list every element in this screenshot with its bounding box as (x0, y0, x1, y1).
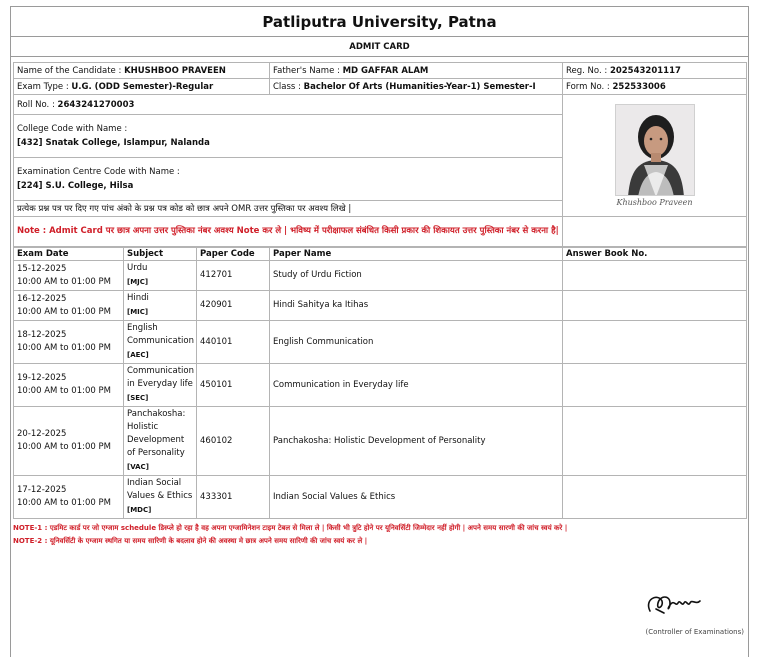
centre-name: [224] S.U. College, Hilsa (17, 181, 134, 191)
father-name: MD GAFFAR ALAM (342, 65, 429, 76)
roll-no: 2643241270003 (57, 99, 135, 110)
class-cell: Class : Bachelor Of Arts (Humanities-Year-1) Semester-I (270, 79, 563, 95)
header-subject: Subject (124, 248, 197, 261)
header-paper-code: Paper Code (197, 248, 270, 261)
photo-cell (563, 95, 747, 217)
candidate-name: KHUSHBOO PRAVEEN (124, 65, 226, 76)
table-row: 17-12-2025 10:00 AM to 01:00 PM Indian Social Values & Ethics [MDC] 433301 Indian Social Values & Ethics (14, 476, 747, 519)
college-cell: College Code with Name : [432] Snatak College, Islampur, Nalanda (14, 115, 563, 158)
class-name: Bachelor Of Arts (Humanities-Year-1) Semester-I (303, 81, 536, 92)
controller-signature (620, 589, 740, 617)
instruction-line: प्रत्येक प्रश्न पत्र पर दिए गए पांच अंको के प्रश्न पत्र कोड को छात्र अपने OMR उत्तर पुस्तिका पर अवश्य लिखे | (14, 201, 563, 217)
table-row: 19-12-2025 10:00 AM to 01:00 PM Communication in Everyday life [SEC] 450101 Communication in Everyday life (14, 364, 747, 407)
header-answer-book: Answer Book No. (563, 248, 747, 261)
photo-signature: Khushboo Praveen (616, 198, 693, 207)
notes-section (13, 522, 746, 548)
form-no: 252533006 (612, 81, 666, 92)
answer-book-note: Note : Admit Card पर छात्र अपना उत्तर पुस्तिका नंबर अवश्य Note कर ले | भविष्य में परीक्षाफल संबंधित किसी प्रकार की शिकायत उत्तर पुस्तिका नंबर से करना है| (14, 217, 563, 247)
father-name-cell: Father's Name : MD GAFFAR ALAM (270, 63, 563, 79)
exam-type: U.G. (ODD Semester)-Regular (71, 81, 214, 92)
note-2: NOTE-2 : यूनिवर्सिटी के एग्जाम स्थगित या समय सारिणी के बदलाव होने की अवस्था मे छात्र अपने समय सारिणी की जांच स्वयं कर ले | (13, 537, 368, 545)
centre-cell: Examination Centre Code with Name : [224] S.U. College, Hilsa (14, 158, 563, 201)
note-1: NOTE-1 : एडमिट कार्ड पर जो एग्जाम schedule डिस्प्ले हो रहा है वह अपना एग्जामिनेशन टाइम टेबल से मिला ले | किसी भी त्रुटि होने पर यूनिवर्सिटी जिम्मेदार नहीं होगी | अपने समय सारणी की जांच स्वयं करे | (13, 524, 568, 532)
blank-cell (563, 217, 747, 247)
exam-type-cell: Exam Type : U.G. (ODD Semester)-Regular (14, 79, 270, 95)
admit-card-heading: ADMIT CARD (11, 37, 748, 57)
controller-label: (Controller of Examinations) (645, 628, 744, 636)
table-row: 16-12-2025 10:00 AM to 01:00 PM Hindi [MIC] 420901 Hindi Sahitya ka Itihas (14, 291, 747, 321)
candidate-info-table (13, 62, 747, 247)
candidate-photo (615, 104, 695, 196)
university-title: Patliputra University, Patna (11, 7, 748, 37)
table-row: 15-12-2025 10:00 AM to 01:00 PM Urdu [MJC] 412701 Study of Urdu Fiction (14, 261, 747, 291)
reg-no-cell: Reg. No. : 202543201117 (563, 63, 747, 79)
header-exam-date: Exam Date (14, 248, 124, 261)
candidate-name-cell: Name of the Candidate : KHUSHBOO PRAVEEN (14, 63, 270, 79)
admit-card (10, 6, 749, 657)
exam-schedule-table (13, 247, 747, 519)
college-name: [432] Snatak College, Islampur, Nalanda (17, 138, 210, 148)
table-row: 18-12-2025 10:00 AM to 01:00 PM English Communication [AEC] 440101 English Communication (14, 321, 747, 364)
header-paper-name: Paper Name (270, 248, 563, 261)
table-row: 20-12-2025 10:00 AM to 01:00 PM Panchakosha: Holistic Development of Personality [VAC] 460102 Panchakosha: Holistic Development of Personality (14, 407, 747, 476)
reg-no: 202543201117 (609, 65, 681, 76)
roll-no-cell: Roll No. : 2643241270003 (14, 95, 563, 115)
form-no-cell: Form No. : 252533006 (563, 79, 747, 95)
